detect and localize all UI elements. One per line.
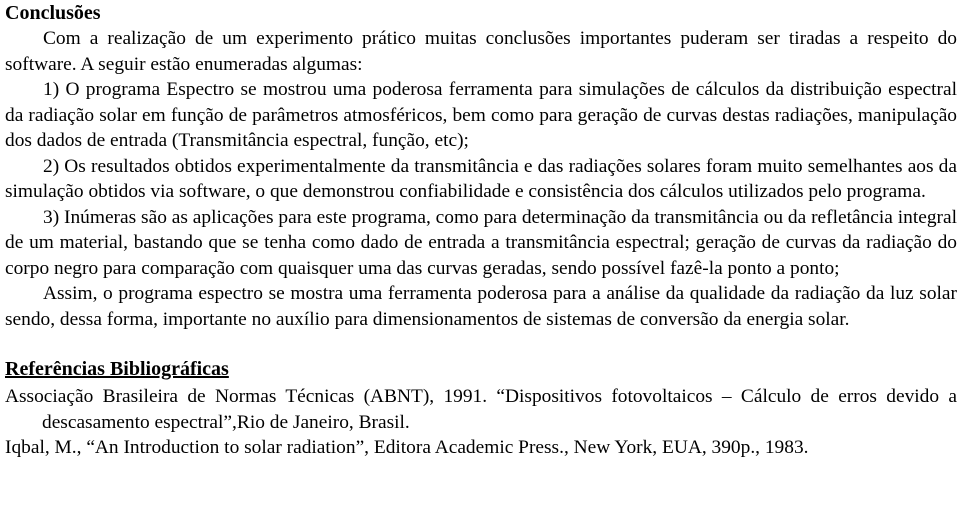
conclusions-paragraph-3: 3) Inúmeras são as aplicações para este programa, como para determinação da transmitância ou da refletância integral de um material, bastando que se tenha como dado de entrada a transmitância espectral; geração de curvas da radiação do corpo negro para comparação com quaisquer uma das curvas geradas, sendo possível fazê-la ponto a ponto; — [5, 206, 957, 279]
conclusions-paragraph-summary: Assim, o programa espectro se mostra uma ferramenta poderosa para a análise da qualidade da radiação da luz solar sendo, dessa forma, importante no auxílio para dimensionamentos de sistemas de conversão da energia solar. — [5, 283, 957, 330]
document-page — [5, 0, 957, 461]
conclusions-paragraph-1: 1) O programa Espectro se mostrou uma poderosa ferramenta para simulações de cálculos da distribuição espectral da radiação solar em função de parâmetros atmosféricos, bem como para geração de curvas destas radiações, manipulação dos dados de entrada (Transmitância espectral, função, etc); — [5, 79, 957, 151]
conclusions-paragraph-intro: Com a realização de um experimento prático muitas conclusões importantes puderam ser tiradas a respeito do software. A seguir estão enumeradas algumas: — [5, 28, 957, 75]
conclusions-heading: Conclusões — [5, 2, 101, 24]
reference-entry-iqbal: Iqbal, M., “An Introduction to solar radiation”, Editora Academic Press., New York, EUA, 390p., 1983. — [5, 437, 809, 458]
conclusions-paragraph-2: 2) Os resultados obtidos experimentalmente da transmitância e das radiações solares foram muito semelhantes aos da simulação obtidos via software, o que demonstrou confiabilidade e consistência dos cálculos utilizados pelo programa. — [5, 155, 957, 202]
references-heading: Referências Bibliográficas — [5, 358, 229, 380]
reference-entry-abnt: Associação Brasileira de Normas Técnicas (ABNT), 1991. “Dispositivos fotovoltaicos – Cálculo de erros devido a descasamento espectral”,Rio de Janeiro, Brasil. — [5, 386, 957, 433]
